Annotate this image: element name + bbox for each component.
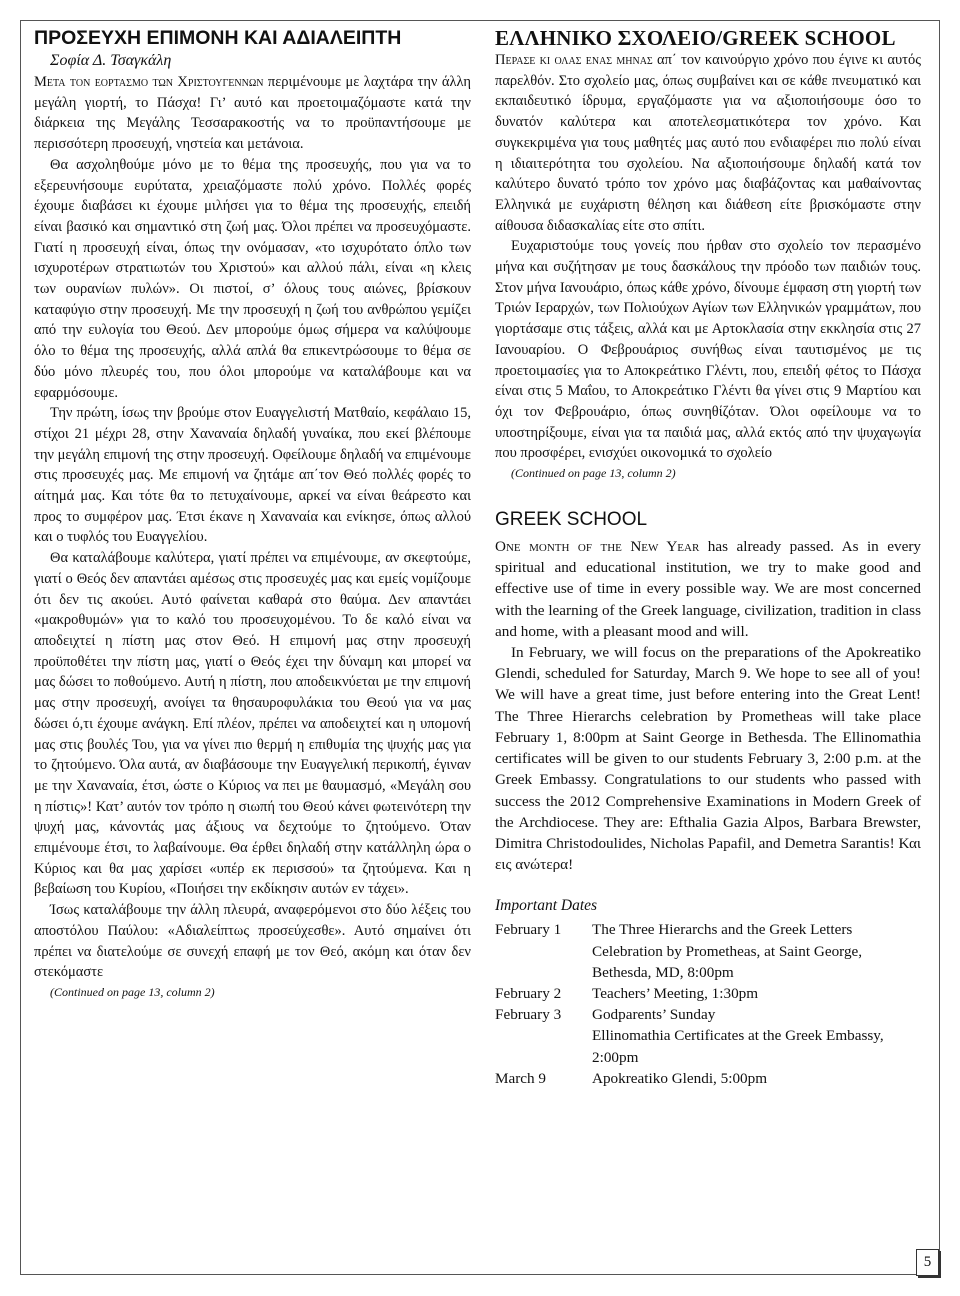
paragraph-text: has already passed. As in every spiritual and educational institution, we try to make good and effective use of time in every possible way. We are most concerned with the learning of the Greek language, civilization, tradition in class and home, with a pleasant mood and will. [495,538,921,640]
date-cell: March 9 [495,1069,547,1087]
lead-small-caps: One month of the New Year [495,538,700,556]
paragraph [34,72,471,155]
date-cell: February 2 [495,984,562,1002]
article-title: ΠΡΟΣΕΥΧΗ ΕΠΙΜΟΝΗ ΚΑΙ ΑΔΙΑΛΕΙΠΤΗ [34,27,402,49]
lead-small-caps: Μετα τον εορτασμο των Χριστουγεννων [34,74,264,90]
date-cell: February 3 [495,1006,562,1024]
date-row [495,1025,921,1067]
paragraph [495,50,921,236]
article-author: Σοφία Δ. Τσαγκάλη [50,52,172,69]
paragraph: Θα ασχοληθούμε μόνο με το θέμα της προσευχής, που για να το εξερευνήσουμε ευρύτατα, χρειαζόμαστε πολύ χρόνο. Πολλές φορές έχουμε διαβάσει κι έχουμε μιλήσει για το θέμα της προσευχής, επειδή είναι βασικό και σημαντικό στη ζωή μας. Όλοι πρέπει να προσευχόμαστε. Γιατί η προσευχή είναι, όπως την ονόμασαν, «το ισχυρότατο όπλο των ισχυροτέρων στρατιωτών του Χριστού» και αλλού πάλι, είναι «η κλεις των ουρανίων πυλών». Οι πιστοί, σ’ όλους τους αιώνες, βρίσκουν καταφύγιο στην προσευχή. Με την προσευχή η ζωή του ανθρώπου γεμίζει από την ευλογία του Θεού. Δεν μπορούμε όμως σήμερα να καλύψουμε όλο το θέμα της προσευχής, αλλά απλά θα επικεντρώσουμε το θέμα σε δύο μόνο πλευρές του, που όλοι μπορούμε να καταλάβουμε και να εφαρμόσουμε. [34,156,471,401]
important-dates-title: Important Dates [495,897,598,915]
english-section [495,508,921,875]
paragraph: In February, we will focus on the preparations of the Apokreatiko Glendi, scheduled for Saturday, March 9. We hope to see all of you! We will have a great time, just before entering into the Great Lent! The Three Hierarchs celebration by Prometheas will take place February 1, 8:00pm at Saint George in Bethesda. The Ellinomathia certificates will be given to our students February 3, 2:00 p.m. at the Greek Embassy. Congratulations to our students who passed with success the 2012 Comprehensive Examinations in Modern Greek of the Archdiocese. They are: Efthalia Gazia Alpos, Barbara Brewster, Dimitra Christodoulides, Nicholas Papafil, and Demetra Sarantis! Και εις ανώτερα! [495,644,921,874]
greek-school-title: ΕΛΛΗΝΙΚΟ ΣΧΟΛΕΙΟ/GREEK SCHOOL [495,26,896,50]
paragraph: Ευχαριστούμε τους γονείς που ήρθαν στο σχολείο τον περασμένο μήνα και συζήτησαν με τους δασκάλους την πρόοδο των παιδιών τους. Στον μήνα Ιανουάριο, όπως κάθε χρόνο, δίνουμε έμφαση στη γιορτή των Τριών Ιεραρχών, των Πολιούχων Αγίων των Ελληνικών γραμμάτων, που γιορτάσαμε στις τάξεις, αλλά και με Αρτοκλασία στην εκκλησία στις 27 Ιανουαρίου. Ο Φεβρουάριος συνήθως είναι ταυτισμένος με τις προετοιμασίες για το Αποκρεάτικο Γλέντι, που, επειδή φέτος το Πάσχα είναι στις 5 Μαΐου, το Αποκρεάτικο Γλέντι θα γίνει στις 9 Μαρτίου και όχι τον Φεβρουάριο, όπως συνηθίζόταν. Όλοι οφείλουμε να το υποστηρίξουμε, είναι για τα παιδιά μας, αλλά εκτός από την ψυχαγωγία που προσφέρει, ενισχύει οικονομικά το σχολείο [495,238,921,462]
event-cell: The Three Hierarchs and the Greek Letters Celebration by Prometheas, at Saint George, Bethesda, MD, 8:00pm [592,921,863,981]
paragraph: Ίσως καταλάβουμε την άλλη πλευρά, αναφερόμενοι στο δύο λέξεις του αποστόλου Παύλου: «Αδιαλείπτως προσεύχεσθε». Αυτό σημαίνει ότι πρέπει να διατελούμε σε συνεχή επαφή με τον Θεό, ακόμη και όταν δεν στεκόμαστε [34,902,471,981]
lead-small-caps: Περασε κι ολας ενας μηνας [495,52,653,68]
english-heading: GREEK SCHOOL [495,509,648,531]
event-cell: Apokreatiko Glendi, 5:00pm [592,1069,768,1087]
date-row [495,1004,921,1025]
date-cell [495,1025,588,1067]
event-cell: Ellinomathia Certificates at the Greek Embassy, 2:00pm [592,1027,884,1066]
event-cell: Teachers’ Meeting, 1:30pm [592,984,759,1002]
paragraph-text: περιμένουμε με λαχτάρα την άλλη μεγάλη γιορτή, το Πάσχα! Γι’ αυτό και προετοιμαζόμαστε κατά την διάρκεια της Μεγάλης Τεσσαρακοστής να το προϋπαντήσουμε με περισσότερη προσευχή, νηστεία και μετάνοια. [34,74,471,153]
date-row [495,983,921,1004]
date-row [495,1068,921,1089]
date-cell: February 1 [495,921,562,939]
continued-note: (Continued on page 13, column 2) [511,466,676,481]
date-row [495,919,921,983]
important-dates-table [495,919,921,1089]
event-cell: Godparents’ Sunday [592,1006,716,1024]
paragraph: Την πρώτη, ίσως την βρούμε στον Ευαγγελιστή Ματθαίο, κεφάλαιο 15, στίχοι 21 μέχρι 28, στην Χαναναία δηλαδή γυναίκα, που εκεί βλέπουμε την μεγάλη επιμονή της στην προσευχή. Οφείλουμε δηλαδή να επιμένουμε στις προσευχές μας. Με επιμονή να ζητάμε απ΄τον Θεό πολλές φορές το αίτημά μας. Και τότε θα το πετυχαίνουμε, αρκεί να είναι θεάρεστο και προς το συμφέρον μας. Έτσι έκανε η Χαναναία και ενίκησε, όπως αλλού και ο τυφλός του Ευαγγελίου. [34,405,471,546]
paragraph [495,536,921,642]
paragraph-text: απ΄ τον καινούργιο χρόνο που έγινε κι αυτός παρελθόν. Στο σχολείο μας, όπως συμβαίνει και σε κάθε πνευματικό και εκπαιδευτικό ίδρυμα, εργαζόμαστε για να αξιοποιήσουμε όσο το δυνατόν καλύτερα και αποτελεσματικότερα τον χρόνο. Και συγκεκριμένα για τους μαθητές μας αυτό που ενδιαφέρει πιο πολύ είναι η ιδιαιτερότητα του σχολείου. Να αξιοποιήσουμε δηλαδή κατά τον καλύτερο δυνατό τρόπο τον χρόνο μας διαβάζοντας και μαθαίνοντας Ελληνικά με ευχάριστη θέληση και διάθεση είτε βρισκόμαστε στην αίθουσα διδασκαλίας είτε στο σπίτι. [495,52,921,234]
paragraph: Θα καταλάβουμε καλύτερα, γιατί πρέπει να επιμένουμε, αν σκεφτούμε, γιατί ο Θεός δεν απαντάει αμέσως στις προσευχές μας και εμείς νομίζουμε ότι δεν τις ακούει. Αυτό φαίνεται καθαρά στο θαύμα. Δεν απαντάει «μακροθυμών» για το καλό του προσευχομένου. Το δε καλό είναι να αποδειχτεί η πίστη μας στον Θεό. Η επιμονή μας στην προσευχή προϋποθέτει την πίστη μας, γιατί ο Θεός έχει την δύναμη και μπορεί να μας δώσει το ποθούμενο. Αυτή η πίστη, που αποδεικνύεται με την επιμονή μας στην προσευχή, ανοίγει τα θησαυροφυλάκια του Θεού για να μας δώσει ό,τι έχουμε ανάγκη. Επί πλέον, πρέπει να αποδειχτεί και η υπομονή μας στις βουλές Του, για να γίνει πιο θερμή η επιθυμία της ψυχής μας για το ζητούμενο. Όλα αυτά, αν διαβάσουμε την Ευαγγελική περικοπή, έγιναν με την Χαναναία, έτσι, ώστε ο Κύριος να πει με θαυμασμό, «Μεγάλη σου η πίστις»! Κατ’ αυτόν τον τρόπο η σιωπή του Θεού κάνει φωτεινότερη την ψυχή μας, κάνοντάς μας άξιους να δεχτούμε το ζητούμενο. Όταν επιμένουμε έτσι, το λαβαίνουμε. Θα έρθει δηλαδή στην κατάλληλη ώρα ο Κύριος και θα μας χαρίσει «υπέρ εκ περισσού» τα ζητούμενα. Και η βεβαίωση του Κυρίου, «Ποιήσει την εκδίκησιν αυτών εν τάχει». [34,550,471,898]
continued-note: (Continued on page 13, column 2) [50,984,215,999]
right-column [495,26,921,1089]
left-column [34,26,471,1001]
page-number: 5 [916,1249,939,1276]
